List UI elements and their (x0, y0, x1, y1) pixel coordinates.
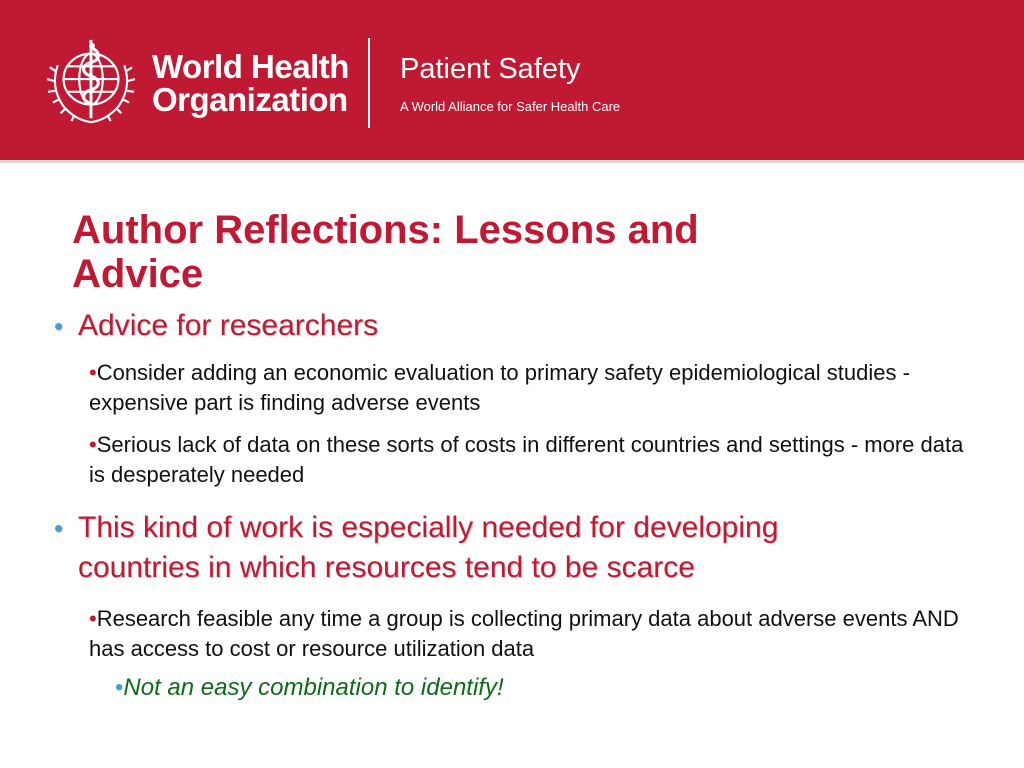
program-title: Patient Safety (400, 53, 581, 85)
program-tagline: A World Alliance for Safer Health Care (400, 99, 621, 114)
bullet-developing-countries (54, 508, 898, 588)
bullet-advice-for-researchers (54, 306, 898, 346)
sub-bullet-text: Consider adding an economic evaluation to primary safety epidemiological studies - expensive part is finding adverse events (89, 360, 910, 415)
sub-bullet-lack-of-data (89, 430, 969, 490)
sub-bullet-text: Research feasible any time a group is collecting primary data about adverse events AND has access to cost or resource utilization data (89, 606, 959, 661)
sub-bullet-research-feasible (89, 604, 969, 664)
bullet-dot-icon: • (89, 360, 97, 385)
sub-sub-bullet-not-easy (115, 673, 915, 703)
organization-name-line2: Organization (152, 81, 348, 118)
bullet-dot-icon: • (89, 432, 97, 457)
header-rule (0, 160, 1024, 163)
sub-bullet-economic-evaluation (89, 358, 969, 418)
bullet-dot-icon: • (89, 606, 97, 631)
bullet-dot-icon: • (115, 674, 124, 701)
who-emblem-icon (42, 36, 140, 128)
bullet-text: Advice for researchers (78, 309, 379, 342)
header-banner (0, 0, 1024, 160)
organization-name-line1: World Health (152, 48, 349, 85)
bullet-dot-icon: • (54, 513, 64, 543)
slide-title: Author Reflections: Lessons and Advice (72, 208, 699, 296)
sub-bullet-text: Serious lack of data on these sorts of costs in different countries and settings - more data is desperately needed (89, 432, 964, 487)
bullet-text: This kind of work is especially needed for developing countries in which resources tend to be scarce (78, 511, 779, 584)
header-divider (368, 38, 370, 128)
bullet-dot-icon: • (54, 311, 64, 341)
organization-name (152, 50, 349, 116)
sub-sub-bullet-text: Not an easy combination to identify! (123, 674, 504, 701)
